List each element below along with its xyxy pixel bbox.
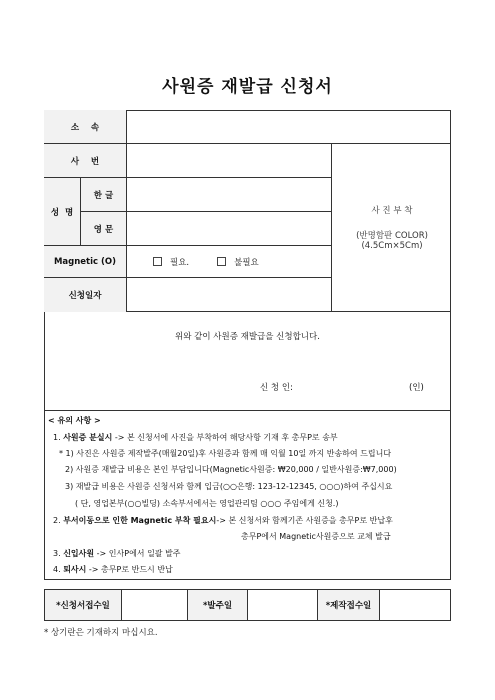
checkbox-icon[interactable] [153, 257, 162, 266]
magnetic-not-needed-option[interactable]: 불필요 [217, 256, 259, 268]
note-item-1-sub-2: 2) 사원증 재발급 비용은 본인 부담입니다(Magnetic사원증: ₩20,000 / 일반사원증:₩7,000) [65, 465, 397, 474]
magnetic-options [127, 246, 331, 278]
application-date-label: 신청일자 [44, 278, 127, 312]
english-name-label: 영 문 [81, 212, 127, 246]
receipt-date-label: *신청서접수일 [44, 589, 122, 621]
affiliation-label: 소 속 [44, 110, 127, 144]
seal-mark: (인) [409, 383, 424, 393]
note-item-1-sub-1: * 1) 사진은 사원증 제작발주(매월20일)후 사원증과 함께 매 익월 10일 까지 반송하여 드립니다 [59, 449, 392, 458]
photo-area [331, 144, 451, 312]
photo-label: 사 진 부 착 [371, 206, 413, 216]
korean-name-field[interactable] [127, 178, 331, 212]
applicant-label: 신 청 인: [260, 383, 293, 393]
note-item-1-sub-3-detail: ( 단, 영업본부(○○빌딩) 소속부서에서는 영업관리팀 ○○○ 주임에게 신청.) [75, 499, 339, 508]
production-receipt-label: *제작접수일 [318, 589, 380, 621]
english-name-field[interactable] [127, 212, 331, 246]
korean-name-label: 한 글 [81, 178, 127, 212]
notes-box [44, 411, 451, 580]
magnetic-label: Magnetic (O) [44, 246, 127, 278]
note-item-1: 1. 사원증 분실시 -> 본 신청서에 사진을 부착하여 해당사항 기재 후 총무P로 송부 [53, 433, 338, 442]
order-date-field[interactable] [248, 590, 318, 620]
note-item-3: 3. 신입사원 -> 인사P에서 일괄 발주 [53, 549, 181, 558]
magnetic-needed-option[interactable]: 필요. [153, 256, 189, 268]
checkbox-icon[interactable] [217, 257, 226, 266]
notes-heading: < 유의 사항 > [48, 416, 101, 425]
name-label: 성 명 [44, 178, 81, 246]
applicant-signature-field[interactable] [307, 376, 407, 394]
photo-dimension-note: (4.5Cm×5Cm) [361, 241, 423, 251]
statement-box [44, 312, 451, 411]
note-item-2-detail: 총무P에서 Magnetic사원증으로 교체 발급 [241, 532, 391, 541]
note-item-2: 2. 부서이동으로 인한 Magnetic 부착 필요시-> 본 신청서와 함께기존 사원증을 총무P로 반납후 [53, 516, 393, 525]
note-item-4: 4. 퇴사시 -> 총무P로 반드시 반납 [53, 565, 173, 574]
photo-size-note: (반명함판 COLOR) [356, 231, 428, 241]
statement-text: 위와 같이 사원증 재발급을 신청합니다. [175, 332, 320, 342]
order-date-label: *발주일 [188, 589, 248, 621]
employee-no-label: 사 번 [44, 144, 127, 178]
note-item-1-sub-3: 3) 재발급 비용은 사원증 신청서와 함께 입금(○○은행: 123-12-12345, ○○○)하여 주십시요 [65, 482, 393, 491]
application-date-field[interactable] [127, 278, 331, 312]
employee-no-field[interactable] [127, 144, 331, 178]
footer-note: * 상기란은 기재하지 마십시요. [44, 628, 158, 638]
affiliation-field[interactable] [127, 110, 451, 144]
page-title: 사원증 재발급 신청서 [162, 77, 333, 97]
production-receipt-field[interactable] [380, 590, 450, 620]
receipt-date-field[interactable] [122, 590, 188, 620]
